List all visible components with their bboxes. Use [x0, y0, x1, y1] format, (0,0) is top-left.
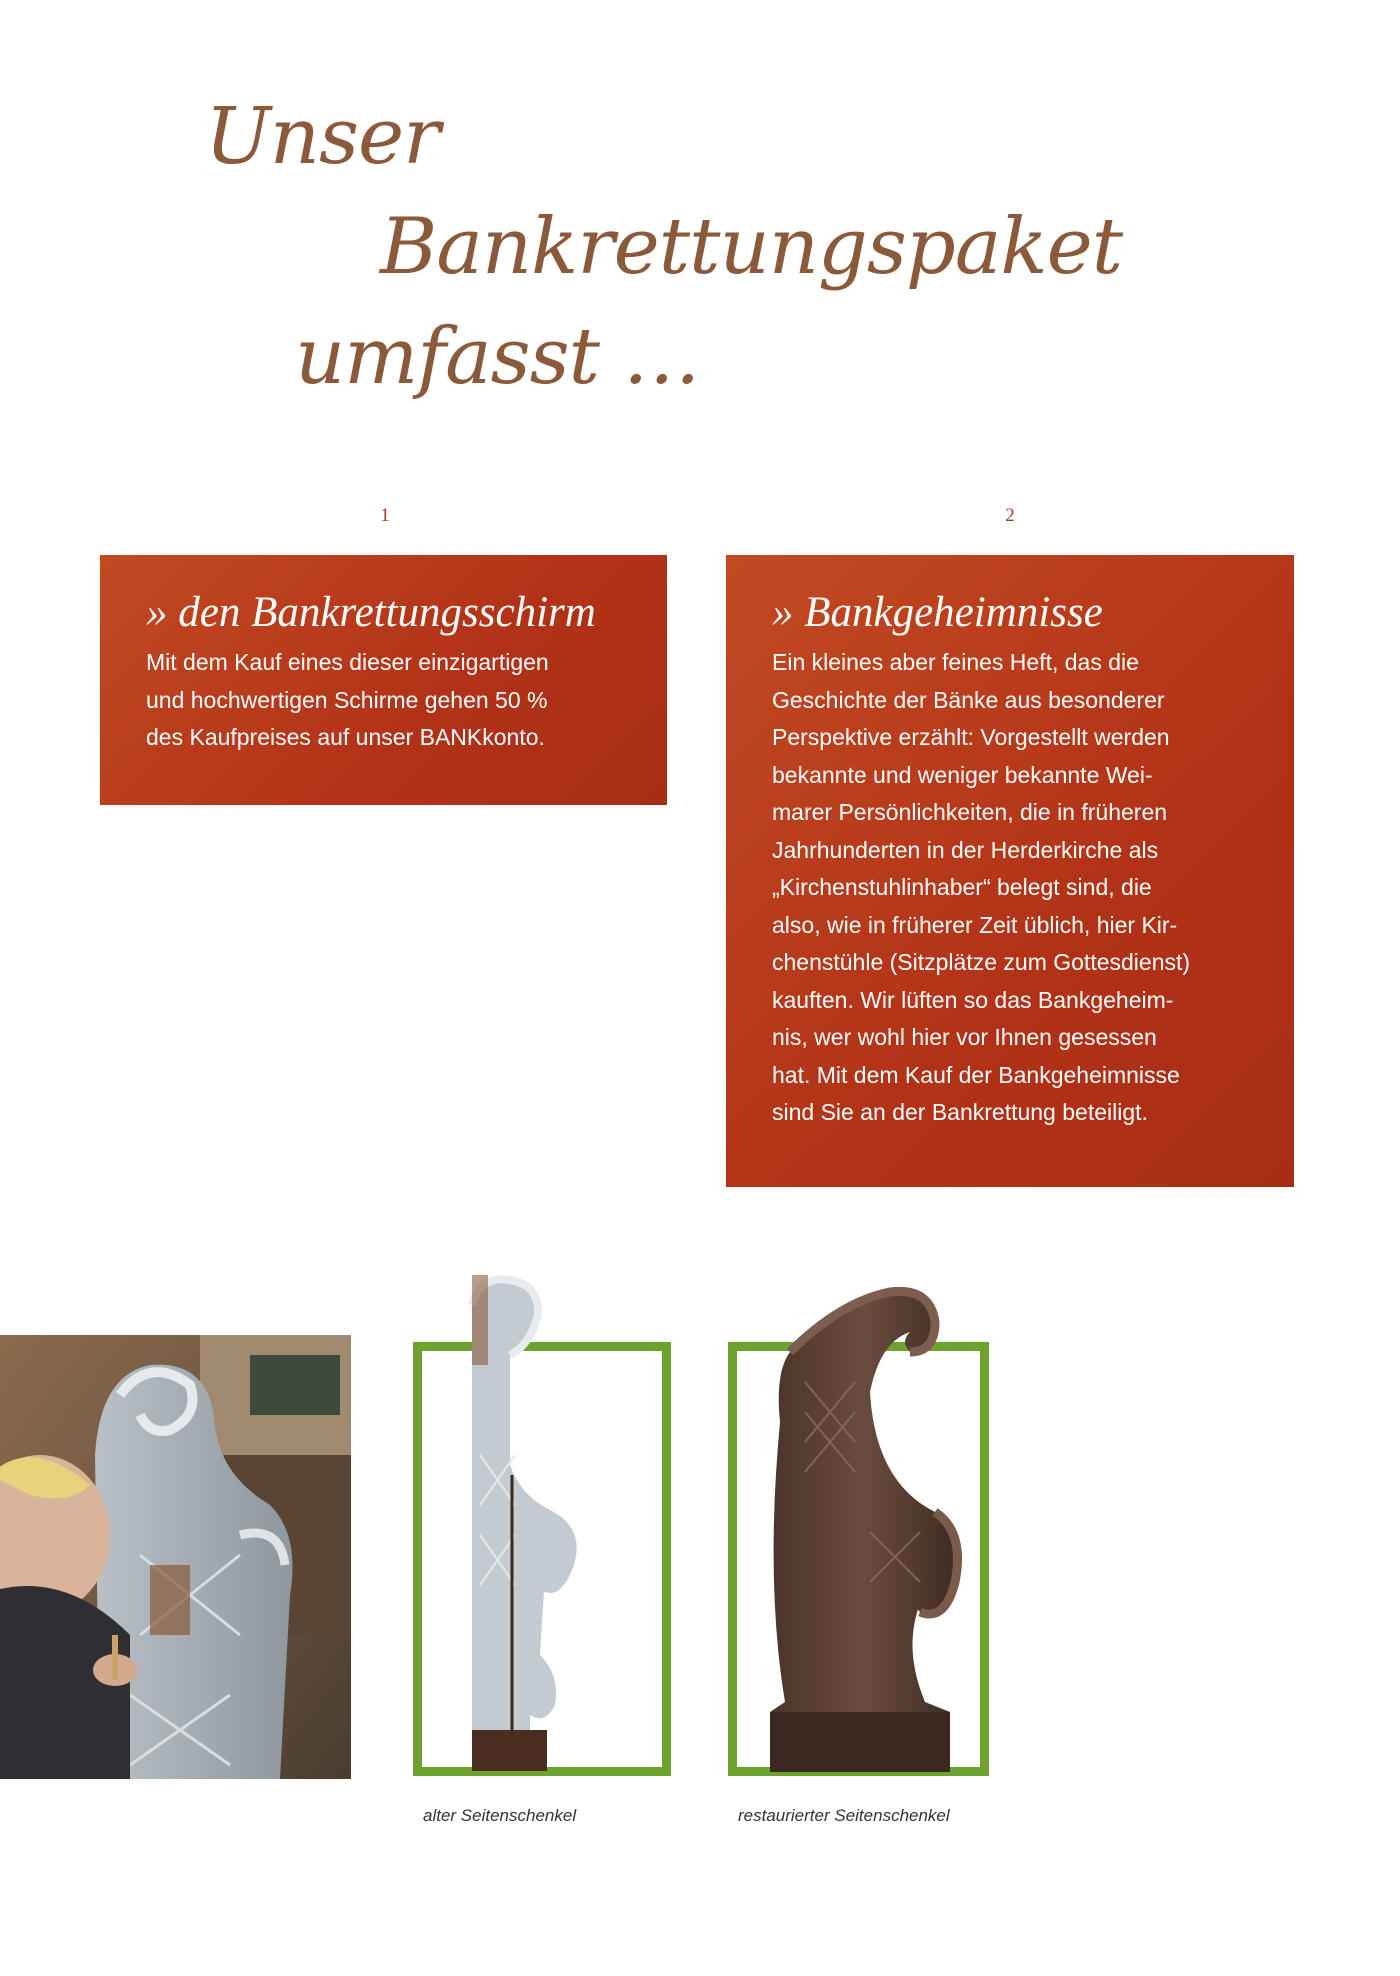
box-heading: » den Bankrettungsschirm: [146, 589, 596, 636]
title-line-1: Unser: [205, 92, 440, 182]
box-heading: » Bankgeheimnisse: [772, 589, 1103, 636]
text-line: nis, wer wohl hier vor Ihnen gesessen: [772, 1024, 1157, 1051]
text-line: marer Persönlichkeiten, die in früheren: [772, 799, 1168, 826]
item-number-2: 2: [1005, 505, 1015, 526]
text-line: Geschichte der Bänke aus besonderer: [772, 686, 1165, 713]
text-line: hat. Mit dem Kauf der Bankgeheimnisse: [772, 1061, 1180, 1088]
text-line: „Kirchenstuhlinhaber“ belegt sind, die: [772, 874, 1152, 901]
text-line: Ein kleines aber feines Heft, das die: [772, 649, 1139, 676]
box-text: [772, 644, 1254, 1132]
old-side-panel-image: [460, 1275, 610, 1771]
restoration-workshop-photo: [0, 1335, 351, 1779]
text-line: Mit dem Kauf eines dieser einzigartigen: [146, 649, 549, 676]
caption-old-panel: alter Seitenschenkel: [423, 1806, 577, 1825]
text-line: Jahrhunderten in der Herderkirche als: [772, 836, 1159, 863]
text-line: des Kaufpreises auf unser BANKkonto.: [146, 724, 545, 751]
info-box-bankrettungsschirm: [100, 555, 667, 805]
info-box-bankgeheimnisse: [726, 555, 1294, 1187]
text-line: bekannte und weniger bekannte Wei-: [772, 761, 1153, 788]
title-line-3: umfasst …: [295, 312, 700, 402]
item-number-1: 1: [380, 505, 390, 526]
box-text: [146, 644, 627, 757]
text-line: Perspektive erzählt: Vorgestellt werden: [772, 724, 1170, 751]
caption-restored-panel: restaurierter Seitenschenkel: [738, 1806, 950, 1825]
text-line: sind Sie an der Bankrettung beteiligt.: [772, 1099, 1148, 1126]
text-line: chenstühle (Sitzplätze zum Gottesdienst): [772, 949, 1191, 976]
restored-side-panel-image: [760, 1282, 970, 1772]
text-line: also, wie in früherer Zeit üblich, hier Kir-: [772, 911, 1178, 938]
text-line: und hochwertigen Schirme gehen 50 %: [146, 686, 548, 713]
text-line: kauften. Wir lüften so das Bankgeheim-: [772, 986, 1174, 1013]
title-line-2: Bankrettungspaket: [380, 202, 1123, 292]
